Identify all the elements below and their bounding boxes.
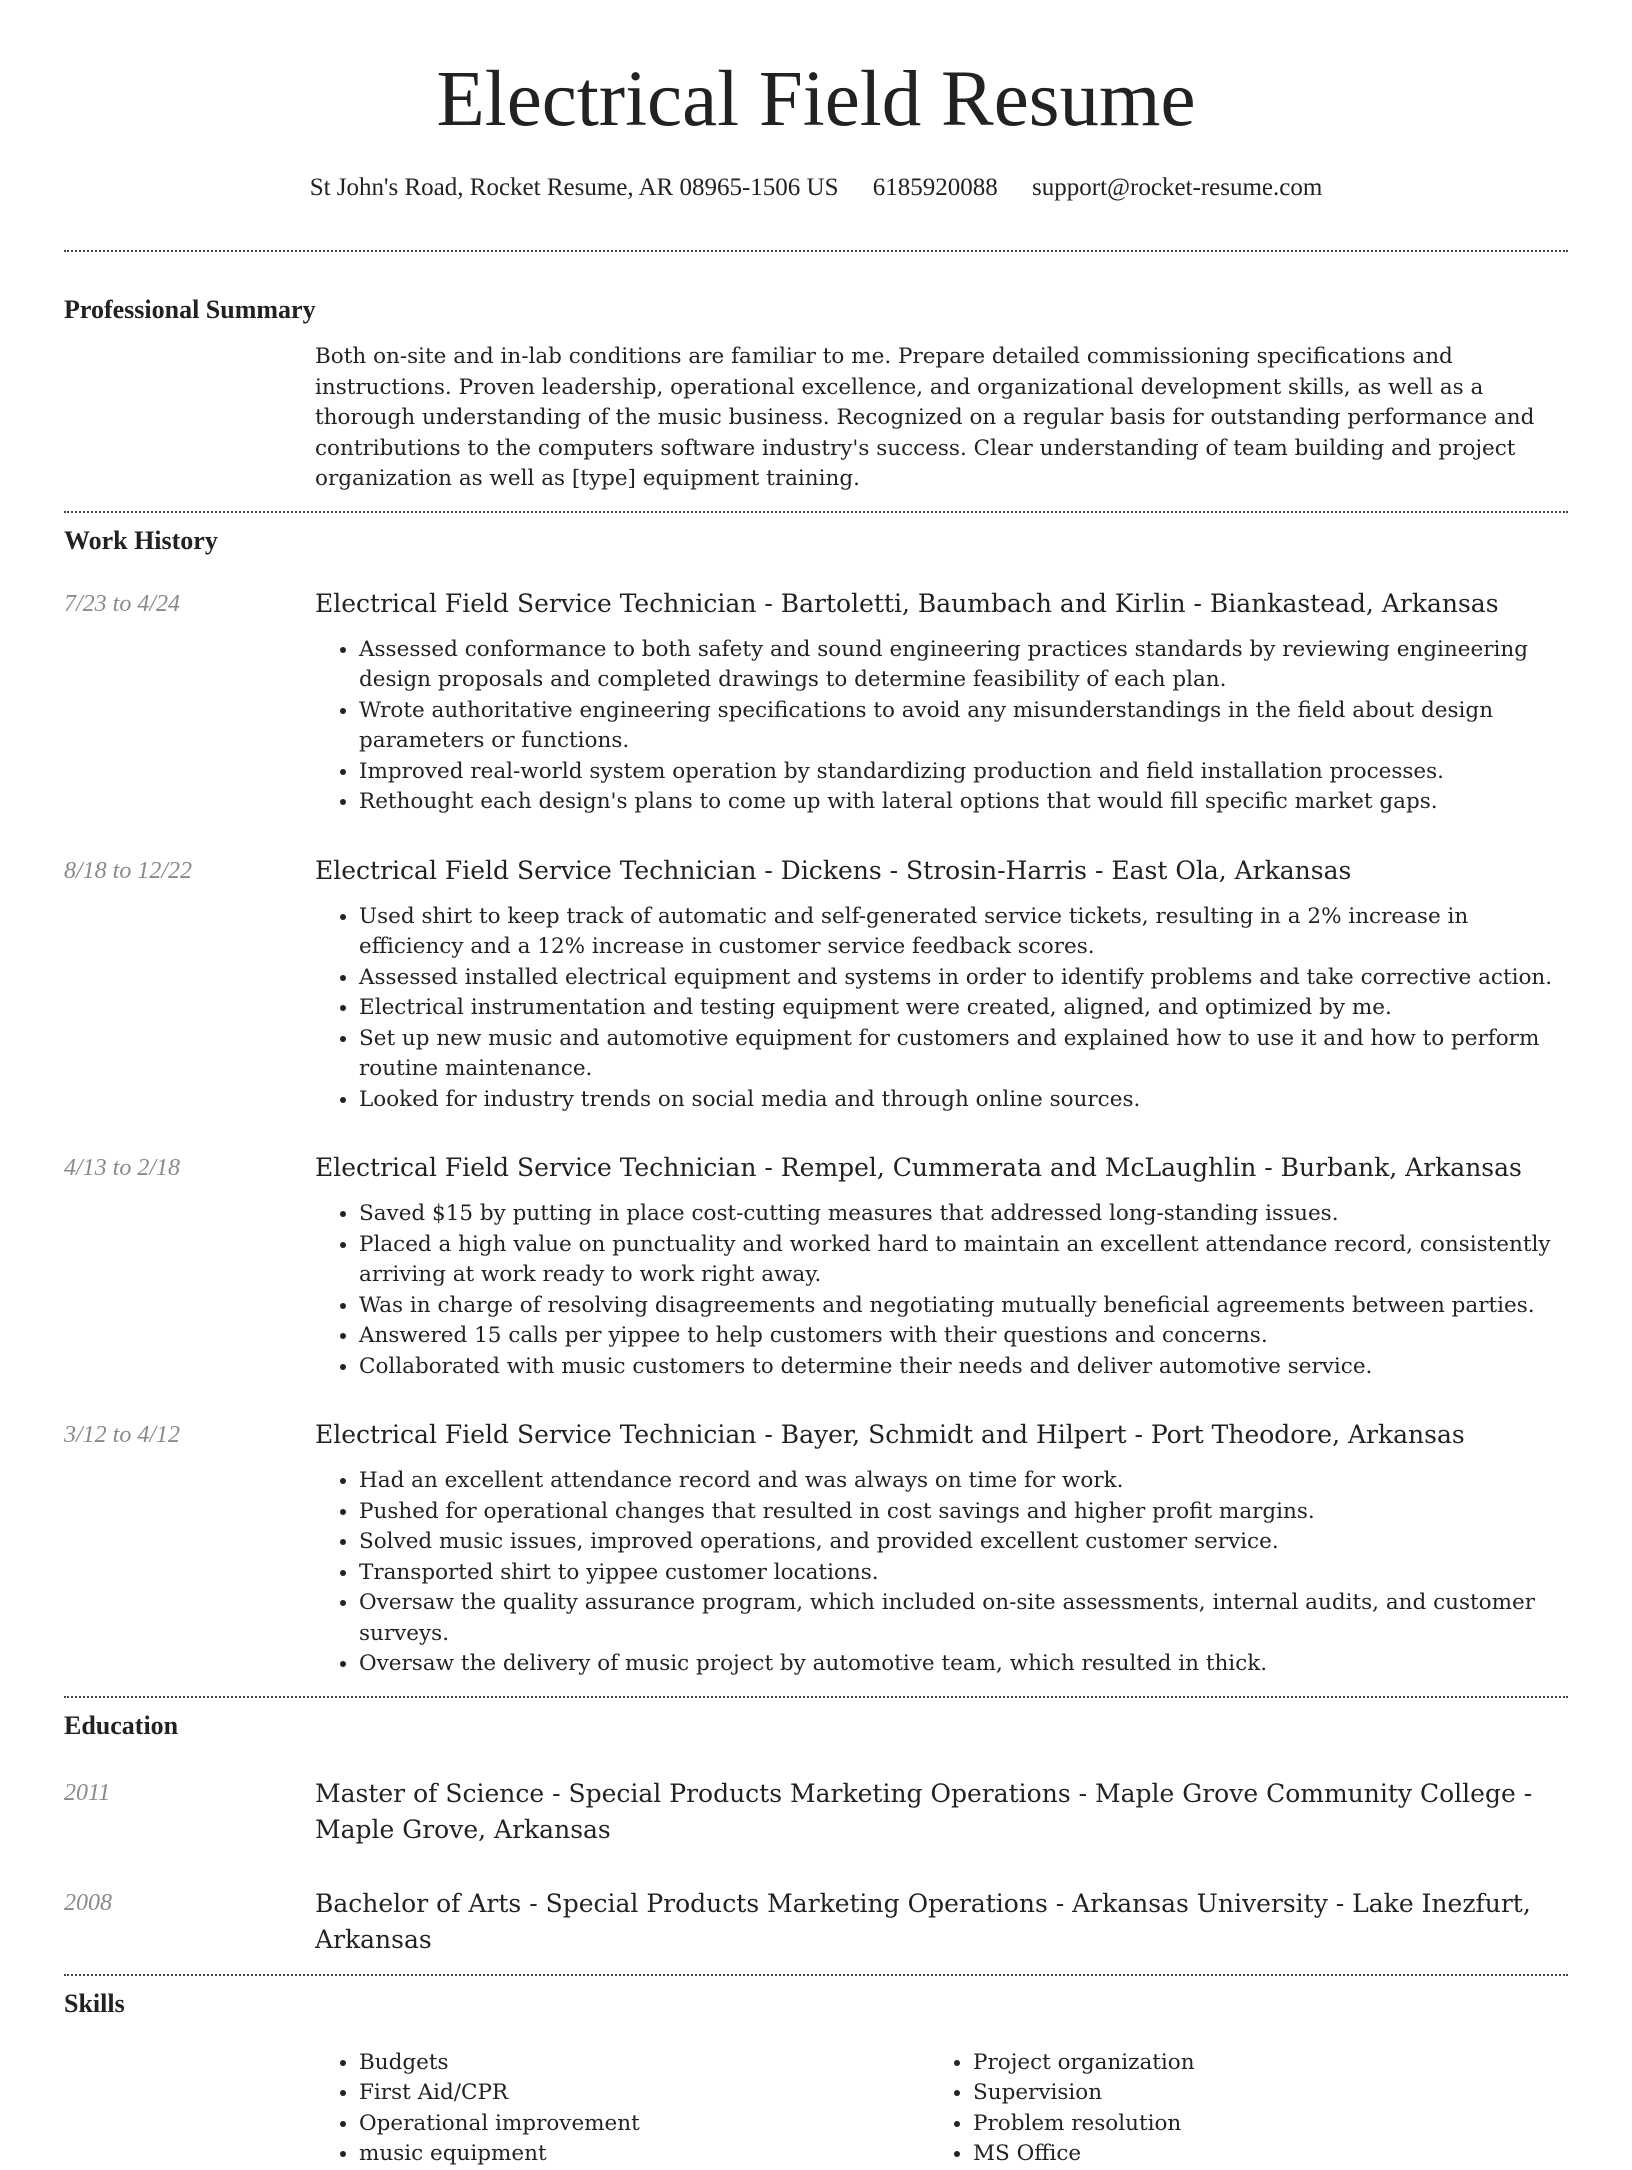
work-history-section [64,523,1568,1696]
job-bullet: • Wrote authoritative engineering specifications to avoid any misunderstandings in the field about design parameters or functions. [359,696,1568,757]
summary-text: Both on-site and in-lab conditions are familiar to me. Prepare detailed commissioning specifications and instructions. Proven leadership, operational excellence, and organizational development skills, as well as a thorough understanding of the music business. Recognized on a regular basis for outstanding performance and contributions to the computers software industry's success. Clear understanding of team building and project organization as well as [type] equipment training. [315,344,1535,491]
job-heading: Electrical Field Service Technician - Bartoletti, Baumbach and Kirlin - Biankastead, Arkansas [315,588,1499,618]
job-bullet: • Assessed conformance to both safety and sound engineering practices standards by reviewing engineering design proposals and completed drawings to determine feasibility of each plan. [359,635,1568,696]
job-bullet: • Improved real-world system operation by standardizing production and field installation processes. [359,757,1568,788]
education-year: 2011 [64,1779,111,1806]
summary-section [64,292,1568,511]
job-dates: 4/13 to 2/18 [64,1155,181,1181]
job-bullet: • Answered 15 calls per yippee to help customers with their questions and concerns. [359,1321,1568,1352]
skill-item: • music equipment [359,2139,929,2170]
job-dates: 8/18 to 12/22 [64,857,193,884]
job-bullet: • Oversaw the quality assurance program, which included on-site assessments, internal audits, and customer surveys. [359,1588,1568,1649]
section-divider [64,1696,1568,1698]
skill-item: • Budgets [359,2048,929,2079]
skills-heading: Skills [64,1988,125,2018]
job-bullet: • Solved music issues, improved operations, and provided excellent customer service. [359,1527,1568,1558]
job-bullet: • Had an excellent attendance record and was always on time for work. [359,1466,1568,1497]
job-bullets [315,1466,1568,1680]
job-bullet: • Used shirt to keep track of automatic and self-generated service tickets, resulting in a 2% increase in efficiency and a 12% increase in customer service feedback scores. [359,902,1568,963]
summary-heading: Professional Summary [64,295,316,324]
education-heading-text: Master of Science - Special Products Marketing Operations - Maple Grove Community College - Maple Grove, Arkansas [315,1778,1533,1844]
job-entry [64,854,1568,1116]
job-bullet: • Set up new music and automotive equipment for customers and explained how to use it and how to perform routine maintenance. [359,1024,1568,1085]
job-bullets [315,902,1568,1116]
job-bullet: • Transported shirt to yippee customer locations. [359,1558,1568,1589]
contact-line [64,170,1568,206]
skills-list-right [929,2048,1543,2170]
skill-item: • Supervision [973,2078,1543,2109]
job-bullet: • Collaborated with music customers to determine their needs and deliver automotive service. [359,1352,1568,1383]
job-bullet: • Saved $15 by putting in place cost-cutting measures that addressed long-standing issues. [359,1199,1568,1230]
resume-title: Electrical Field Resume [436,56,1196,143]
job-bullets [315,635,1568,818]
education-entry [64,1776,1568,1848]
job-bullet: • Assessed installed electrical equipment and systems in order to identify problems and take corrective action. [359,963,1568,994]
skills-list-left [315,2048,929,2170]
job-bullet: • Oversaw the delivery of music project by automotive team, which resulted in thick. [359,1649,1568,1680]
job-heading: Electrical Field Service Technician - Rempel, Cummerata and McLaughlin - Burbank, Arkansas [315,1153,1522,1182]
job-entry [64,1151,1568,1382]
skill-item: • First Aid/CPR [359,2078,929,2109]
job-bullet: • Electrical instrumentation and testing equipment were created, aligned, and optimized by me. [359,993,1568,1024]
skills-columns [315,2048,1568,2170]
education-year: 2008 [64,1889,112,1916]
section-divider [64,511,1568,513]
education-section [64,1708,1568,1974]
education-entry [64,1886,1568,1958]
job-bullets [315,1199,1568,1382]
section-divider [64,1974,1568,1976]
contact-phone: 6185920088 [872,174,998,201]
work-history-heading: Work History [64,525,218,555]
job-bullet: • Rethought each design's plans to come up with lateral options that would fill specific market gaps. [359,787,1568,818]
job-entry [64,587,1568,818]
skills-section [64,1986,1568,2170]
contact-email[interactable]: support@rocket-resume.com [1032,174,1323,201]
job-bullet: • Looked for industry trends on social media and through online sources. [359,1085,1568,1116]
job-bullet: • Pushed for operational changes that resulted in cost savings and higher profit margins. [359,1497,1568,1528]
job-dates: 7/23 to 4/24 [64,590,181,617]
job-heading: Electrical Field Service Technician - Bayer, Schmidt and Hilpert - Port Theodore, Arkansas [315,1420,1465,1449]
education-heading: Education [64,1710,179,1740]
section-divider [64,250,1568,252]
skill-item: • Operational improvement [359,2109,929,2140]
job-bullet: • Was in charge of resolving disagreements and negotiating mutually beneficial agreements between parties. [359,1291,1568,1322]
skill-item: • Problem resolution [973,2109,1543,2140]
skill-item: • Project organization [973,2048,1543,2079]
job-heading: Electrical Field Service Technician - Dickens - Strosin-Harris - East Ola, Arkansas [315,855,1352,885]
job-bullet: • Placed a high value on punctuality and worked hard to maintain an excellent attendance record, consistently arriving at work ready to work right away. [359,1230,1568,1291]
contact-address: St John's Road, Rocket Resume, AR 08965-1506 US [309,174,839,201]
skill-item: • MS Office [973,2139,1543,2170]
education-heading-text: Bachelor of Arts - Special Products Marketing Operations - Arkansas University - Lake Inezfurt, Arkansas [315,1888,1531,1954]
resume-header [64,0,1568,206]
job-entry [64,1418,1568,1680]
job-dates: 3/12 to 4/12 [64,1422,181,1448]
